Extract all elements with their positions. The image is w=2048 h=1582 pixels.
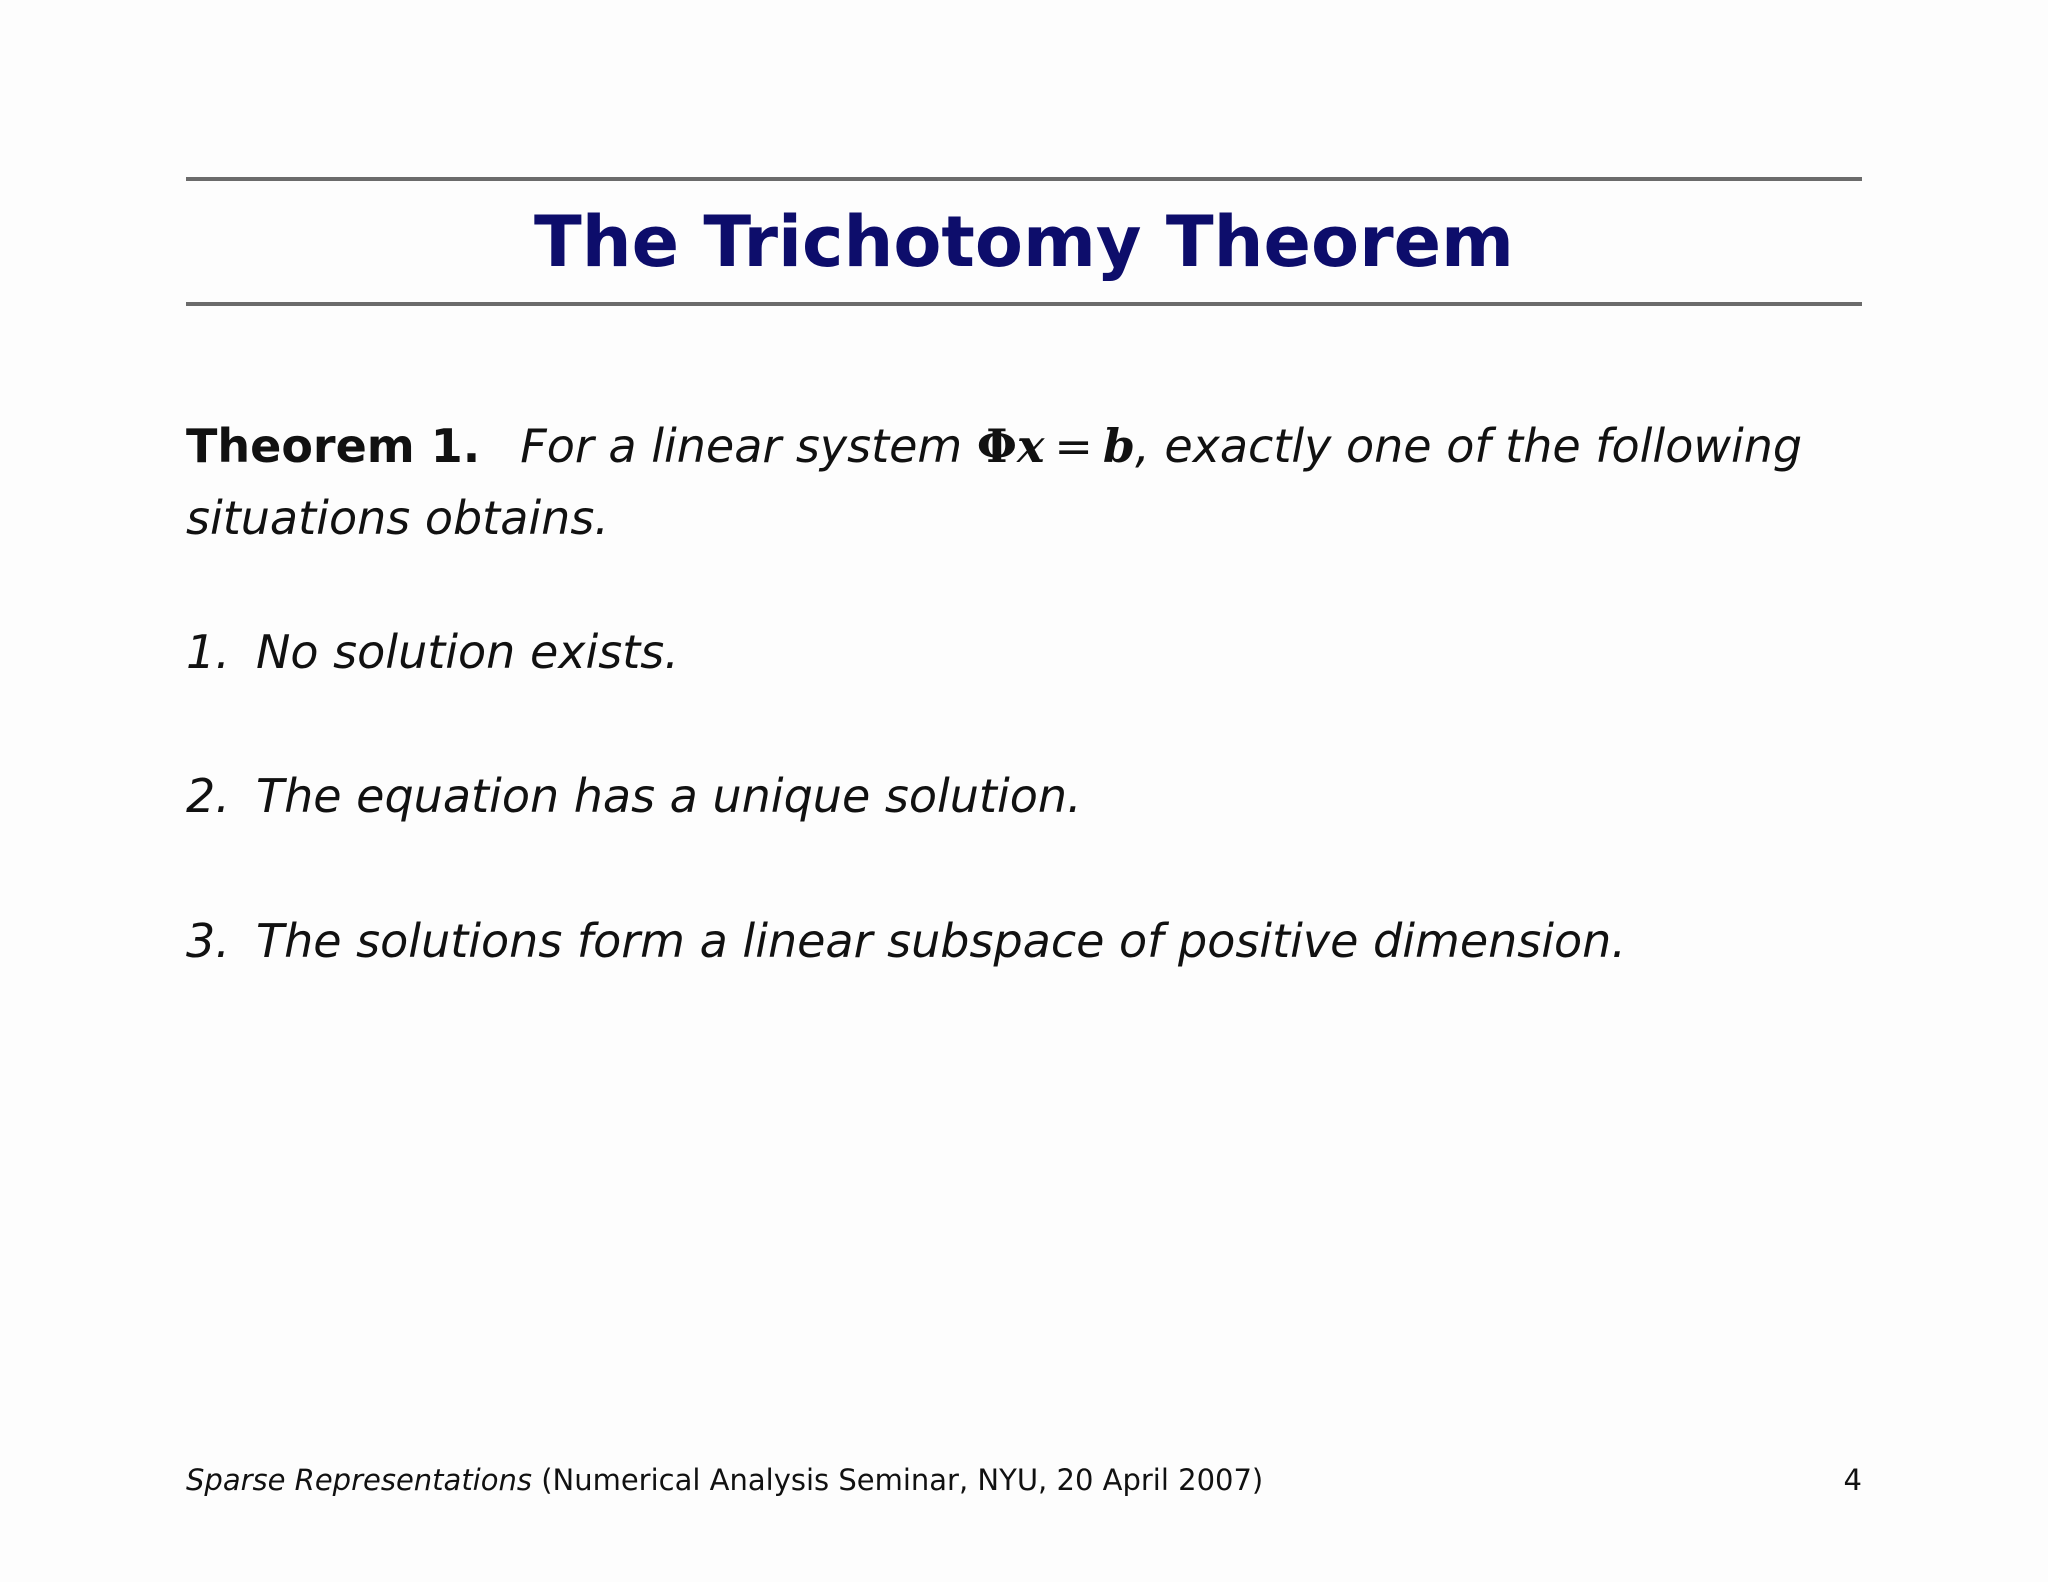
math-equals: = (1054, 419, 1093, 473)
page-number: 4 (1843, 1463, 1862, 1497)
theorem-block (186, 410, 1862, 554)
theorem-text-before: For a linear system (520, 419, 977, 473)
footer-citation (186, 1462, 1263, 1498)
math-b: b (1102, 419, 1136, 473)
title-top-rule (186, 177, 1862, 181)
title-bottom-rule (186, 302, 1862, 306)
footer-venue: (Numerical Analysis Seminar, NYU, 20 April 2007) (531, 1463, 1264, 1497)
math-phi: Φ (976, 419, 1017, 473)
theorem-label: Theorem 1. (186, 419, 481, 473)
list-item (186, 766, 1862, 826)
list-item-text: The equation has a unique solution. (256, 769, 1082, 823)
list-item (186, 911, 1862, 971)
list-item-number: 3. (186, 914, 230, 968)
slide-title: The Trichotomy Theorem (534, 201, 1514, 283)
math-x: x (1016, 419, 1045, 473)
list-item-text: No solution exists. (256, 625, 679, 679)
footer-talk-title: Sparse Representations (186, 1463, 532, 1497)
theorem-text-after: , exactly one of the following situations obtains. (186, 419, 1803, 545)
list-item-text: The solutions form a linear subspace of positive dimension. (256, 914, 1626, 968)
list-item-number: 2. (186, 769, 230, 823)
list-item-number: 1. (186, 625, 230, 679)
list-item (186, 622, 1862, 682)
theorem-equation (977, 419, 1135, 473)
